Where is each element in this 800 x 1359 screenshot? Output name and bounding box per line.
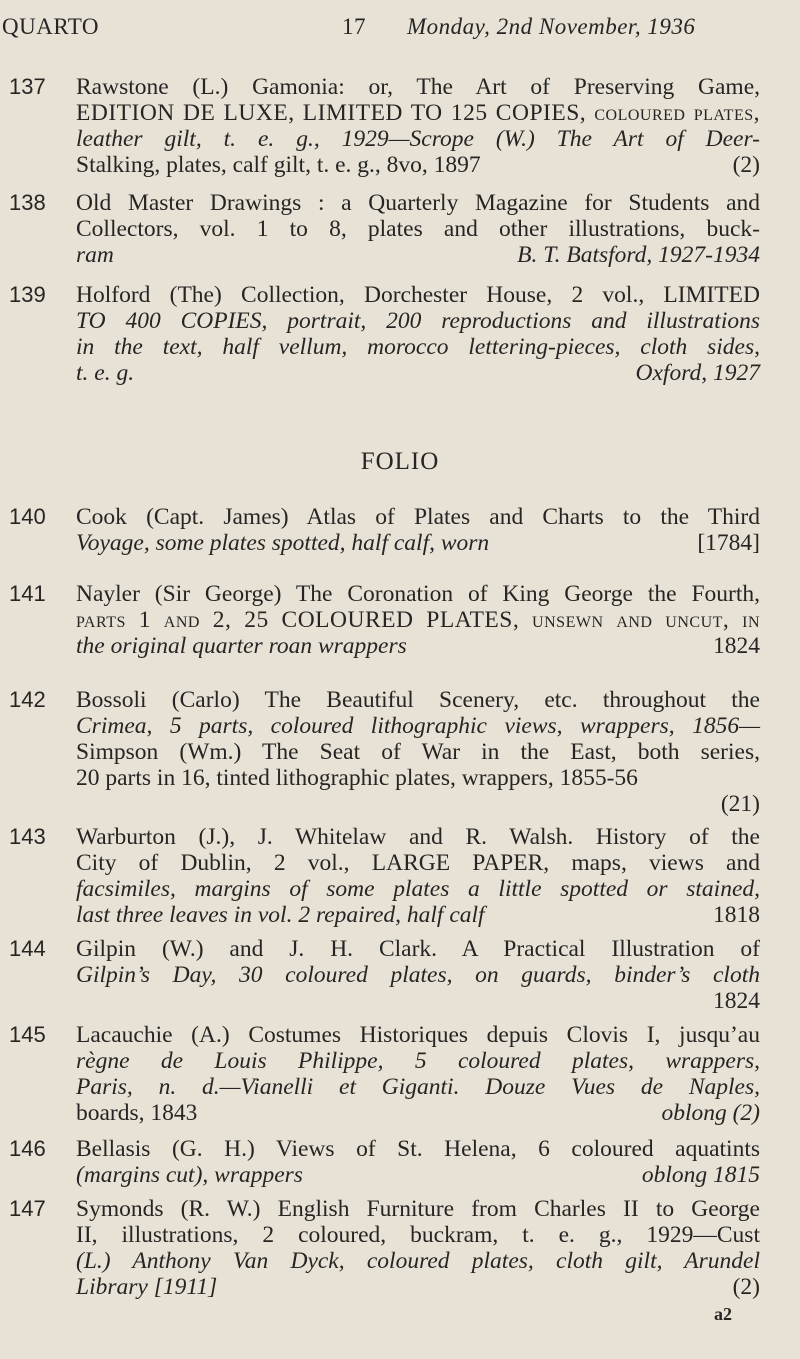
lot-line: Voyage, some plates spotted, half calf, worn — [76, 530, 490, 556]
section-heading: FOLIO — [360, 448, 440, 475]
lot-right-note: Oxford, 1927 — [635, 360, 760, 386]
lot-line: Rawstone (L.) Gamonia: or, The Art of Preserving Game, — [76, 74, 760, 100]
lot-line: Simpson (Wm.) The Seat of War in the East, both series, — [76, 739, 760, 765]
lot-line: last three leaves in vol. 2 repaired, half calf — [76, 902, 485, 928]
lot-right-note: oblong (2) — [661, 1100, 760, 1126]
lot-line: 20 parts in 16, tinted lithographic plates, wrappers, 1855-56 — [76, 765, 638, 791]
lot-number: 139 — [9, 282, 46, 307]
lot-line: Bellasis (G. H.) Views of St. Helena, 6 coloured aquatints — [76, 1136, 760, 1162]
lot-line: parts 1 and 2, 25 COLOURED PLATES, unsewn and uncut, in — [76, 607, 760, 633]
lot-number: 147 — [9, 1196, 46, 1221]
lot-line: the original quarter roan wrappers — [76, 633, 407, 659]
lot-right-note: (2) — [732, 152, 760, 178]
lot-line: règne de Louis Philippe, 5 coloured plates, wrappers, — [76, 1048, 760, 1074]
lot-line: Bossoli (Carlo) The Beautiful Scenery, etc. throughout the — [76, 687, 760, 713]
lot-line: EDITION DE LUXE, LIMITED TO 125 COPIES, coloured plates, — [76, 100, 760, 126]
page-number: 17 — [342, 14, 366, 39]
lot-line: Old Master Drawings : a Quarterly Magazine for Students and — [76, 190, 760, 216]
lot-line: leather gilt, t. e. g., 1929—Scrope (W.) The Art of Deer- — [76, 126, 760, 152]
lot-right-note: oblong 1815 — [641, 1162, 760, 1188]
lot-line: boards, 1843 — [76, 1100, 198, 1126]
lot-number: 142 — [9, 687, 46, 712]
lot-number: 138 — [9, 190, 46, 215]
lot-line: t. e. g. — [76, 360, 135, 386]
lot-right-note: 1824 — [713, 633, 760, 659]
lot-line: Lacauchie (A.) Costumes Historiques depuis Clovis I, jusqu’au — [76, 1022, 760, 1048]
lot-number: 144 — [9, 936, 46, 961]
lot-line: Symonds (R. W.) English Furniture from Charles II to George — [76, 1196, 760, 1222]
lot-number: 140 — [9, 504, 46, 529]
lot-line: Library [1911] — [76, 1274, 218, 1300]
lot-number: 141 — [9, 581, 46, 606]
lot-line: TO 400 COPIES, portrait, 200 reproductions and illustrations — [76, 308, 760, 334]
lot-line: ram — [76, 242, 114, 268]
lot-line: Warburton (J.), J. Whitelaw and R. Walsh. History of the — [76, 824, 760, 850]
lot-right-note: (21) — [720, 791, 760, 817]
lot-number: 146 — [9, 1136, 46, 1161]
lot-number: 143 — [9, 824, 46, 849]
lot-line: Gilpin (W.) and J. H. Clark. A Practical Illustration of — [76, 936, 760, 962]
lot-line: facsimiles, margins of some plates a little spotted or stained, — [76, 876, 760, 902]
lot-line: Paris, n. d.—Vianelli et Giganti. Douze Vues de Naples, — [76, 1074, 760, 1100]
lot-line: Collectors, vol. 1 to 8, plates and other illustrations, buck- — [76, 216, 760, 242]
lot-line: Gilpin’s Day, 30 coloured plates, on guards, binder’s cloth — [76, 962, 760, 988]
format-heading: QUARTO — [2, 14, 100, 39]
lot-line: City of Dublin, 2 vol., LARGE PAPER, maps, views and — [76, 850, 760, 876]
lot-right-note: 1824 — [713, 988, 760, 1014]
lot-number: 137 — [9, 74, 46, 99]
lot-line: Cook (Capt. James) Atlas of Plates and Charts to the Third — [76, 504, 760, 530]
lot-line: (margins cut), wrappers — [76, 1162, 303, 1188]
lot-line: Nayler (Sir George) The Coronation of King George the Fourth, — [76, 581, 760, 607]
lot-line: Stalking, plates, calf gilt, t. e. g., 8vo, 1897 — [76, 152, 481, 178]
running-head — [2, 14, 758, 48]
lot-line: (L.) Anthony Van Dyck, coloured plates, cloth gilt, Arundel — [76, 1248, 760, 1274]
lot-line: Crimea, 5 parts, coloured lithographic views, wrappers, 1856— — [76, 713, 760, 739]
lot-right-note: (2) — [732, 1274, 760, 1300]
lot-line: in the text, half vellum, morocco lettering-pieces, cloth sides, — [76, 334, 760, 360]
lot-number: 145 — [9, 1022, 46, 1047]
lot-right-note: 1818 — [713, 902, 760, 928]
sale-date: Monday, 2nd November, 1936 — [407, 14, 696, 39]
lot-line: Holford (The) Collection, Dorchester House, 2 vol., LIMITED — [76, 282, 760, 308]
lot-right-note: B. T. Batsford, 1927-1934 — [517, 242, 760, 268]
lot-right-note: [1784] — [697, 530, 760, 556]
lot-line: II, illustrations, 2 coloured, buckram, t. e. g., 1929—Cust — [76, 1222, 760, 1248]
signature-mark: a2 — [714, 1304, 732, 1324]
